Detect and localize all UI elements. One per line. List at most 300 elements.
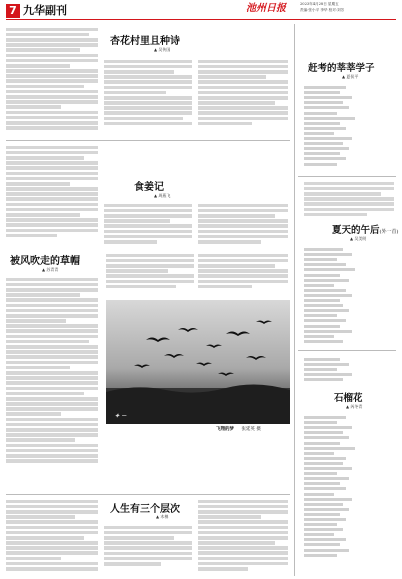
text-line — [198, 259, 288, 263]
text-line — [104, 562, 161, 566]
text-line — [6, 38, 98, 42]
author-name: 芮冬青 — [350, 404, 363, 409]
page-number: 7 — [9, 4, 17, 17]
text-line — [6, 288, 98, 292]
text-line — [6, 59, 98, 63]
text-line — [6, 85, 84, 89]
caption-title: 飞翔的梦 — [216, 427, 234, 432]
text-line — [6, 536, 84, 540]
poem-line — [304, 101, 343, 104]
text-line — [104, 86, 192, 90]
poem-ganka — [298, 26, 398, 176]
author-name: 吴传国 — [158, 47, 171, 52]
text-line — [6, 319, 66, 323]
text-line — [104, 96, 192, 100]
article-author: ▲ 周燕飞 — [154, 193, 171, 198]
text-line — [304, 202, 394, 206]
poem-line — [304, 132, 334, 135]
text-line — [106, 254, 194, 258]
poem-line — [304, 253, 352, 256]
text-line — [6, 361, 98, 365]
text-line — [6, 90, 98, 94]
poem-line — [304, 467, 352, 470]
text-line — [104, 224, 192, 228]
author-name: 苏青青 — [46, 267, 59, 272]
text-line — [6, 146, 98, 150]
poem-line — [304, 431, 343, 434]
divider — [298, 350, 396, 351]
poem-line — [304, 274, 340, 277]
text-line — [104, 557, 192, 561]
text-line — [6, 187, 98, 191]
text-line — [106, 280, 194, 284]
article-body — [198, 58, 288, 127]
text-line — [6, 304, 98, 308]
text-line — [104, 219, 170, 223]
text-line — [6, 54, 98, 58]
poem-body — [304, 246, 364, 345]
poem-line — [304, 363, 349, 366]
text-line — [6, 79, 98, 83]
text-line — [6, 366, 70, 370]
text-line — [6, 402, 98, 406]
text-line — [6, 229, 98, 233]
text-line — [6, 218, 98, 222]
poem-line — [304, 106, 349, 109]
poem-line — [304, 284, 334, 287]
text-line — [104, 101, 192, 105]
text-line — [104, 552, 192, 556]
text-line — [6, 541, 98, 545]
poem-line — [304, 96, 352, 99]
poem-line — [304, 263, 346, 266]
poem-line — [304, 358, 340, 361]
text-line — [6, 69, 98, 73]
page-number-badge — [6, 4, 20, 18]
article-author: ▲ 夏侯平 — [342, 74, 359, 79]
text-line — [198, 500, 288, 504]
poem-line — [304, 157, 346, 160]
text-line — [6, 48, 80, 52]
article-title — [332, 222, 398, 236]
text-line — [6, 172, 98, 176]
text-line — [104, 111, 192, 115]
text-line — [198, 254, 288, 258]
divider — [298, 176, 396, 177]
text-line — [106, 274, 194, 278]
text-line — [6, 28, 98, 32]
text-line — [198, 224, 288, 228]
article-title: 人生有三个层次 — [110, 504, 180, 515]
text-line — [198, 280, 288, 284]
text-line — [198, 551, 288, 555]
article-xinghua — [6, 24, 290, 138]
poem-line — [304, 368, 337, 371]
text-line — [6, 505, 98, 509]
text-line — [198, 204, 288, 208]
text-line — [304, 187, 394, 191]
text-line — [106, 264, 194, 268]
text-line — [6, 166, 98, 170]
text-line — [104, 546, 192, 550]
text-line — [6, 444, 98, 448]
poem-line — [304, 248, 343, 251]
poem-line — [304, 543, 340, 546]
text-line — [6, 314, 98, 318]
poem-shiliu — [298, 352, 398, 576]
article-body — [106, 252, 194, 290]
text-line — [6, 324, 98, 328]
text-line — [106, 269, 168, 273]
poem-line — [304, 452, 334, 455]
text-line — [6, 557, 61, 561]
text-line — [198, 546, 288, 550]
text-line — [6, 192, 98, 196]
text-line — [304, 192, 381, 196]
text-line — [6, 182, 70, 186]
poem-line — [304, 477, 349, 480]
article-author: ▲ 吴美明 — [350, 236, 367, 241]
title-sub: (外一首) — [379, 229, 399, 235]
article-author: ▲ 吴传国 — [154, 47, 171, 52]
header-rule — [6, 19, 396, 20]
poem-line — [304, 147, 349, 150]
caption-credit: 张延英 摄 — [241, 427, 261, 432]
text-line — [198, 101, 275, 105]
poem-line — [304, 335, 334, 338]
info-line: 责编:张小平 李华 校对:刘芳 — [300, 8, 345, 12]
poem-line — [304, 86, 346, 89]
text-line — [104, 541, 192, 545]
text-line — [6, 433, 98, 437]
text-line — [198, 274, 288, 278]
text-line — [104, 106, 192, 110]
text-line — [198, 86, 288, 90]
poem-line — [304, 554, 337, 557]
text-line — [198, 96, 288, 100]
poem-line — [304, 152, 340, 155]
poem-line — [304, 289, 346, 292]
article-author: ▲ 苏青青 — [42, 267, 59, 272]
poem-line — [304, 436, 349, 439]
text-line — [6, 500, 98, 504]
photo-flying-birds — [106, 300, 290, 424]
poem-line — [304, 127, 346, 130]
text-line — [198, 91, 288, 95]
text-line — [6, 397, 98, 401]
masthead-logo: 池州日报 — [246, 3, 286, 14]
text-line — [6, 371, 98, 375]
text-line — [198, 80, 288, 84]
text-line — [104, 60, 192, 64]
text-line — [198, 541, 275, 545]
text-line — [6, 208, 98, 212]
author-name: 夏侯平 — [346, 74, 359, 79]
article-body — [6, 276, 98, 464]
text-line — [198, 240, 261, 244]
text-line — [6, 111, 98, 115]
poem-line — [304, 294, 352, 297]
text-line — [6, 335, 98, 339]
text-line — [304, 208, 394, 212]
text-line — [104, 536, 174, 540]
poem-body — [304, 84, 364, 168]
text-line — [6, 105, 61, 109]
poem-line — [304, 378, 343, 381]
poem-line — [304, 513, 340, 516]
article-shijiang — [6, 142, 290, 246]
text-line — [6, 567, 98, 571]
text-line — [198, 531, 288, 535]
article-body — [6, 498, 98, 572]
text-line — [198, 520, 288, 524]
text-line — [304, 197, 394, 201]
text-line — [6, 161, 98, 165]
text-line — [6, 350, 98, 354]
poem-line — [304, 487, 346, 490]
text-line — [198, 264, 275, 268]
text-line — [198, 505, 288, 509]
article-body — [6, 26, 98, 131]
text-line — [6, 438, 75, 442]
article-body — [198, 252, 288, 290]
text-line — [6, 64, 70, 68]
article-body — [198, 498, 288, 572]
text-line — [6, 283, 98, 287]
poem-line — [304, 533, 334, 536]
article-body — [6, 144, 98, 239]
text-line — [198, 75, 266, 79]
text-line — [6, 412, 61, 416]
text-line — [198, 60, 288, 64]
date-line: 2023年4月28日 星期五 — [300, 2, 339, 6]
poem-line — [304, 91, 340, 94]
text-line — [104, 526, 192, 530]
poem-line — [304, 421, 337, 424]
text-line — [104, 65, 192, 69]
text-line — [6, 116, 98, 120]
text-line — [104, 117, 183, 121]
text-line — [6, 345, 98, 349]
text-line — [6, 407, 98, 411]
text-line — [104, 75, 192, 79]
text-line — [6, 392, 84, 396]
text-line — [6, 546, 98, 550]
divider — [6, 494, 290, 495]
text-line — [198, 567, 248, 571]
poem-xiatian — [298, 178, 398, 348]
text-line — [6, 355, 98, 359]
text-line — [104, 204, 192, 208]
poem-line — [304, 508, 349, 511]
text-line — [6, 418, 98, 422]
text-line — [6, 459, 98, 463]
text-line — [6, 95, 98, 99]
article-body — [104, 524, 192, 567]
poem-line — [304, 549, 349, 552]
poem-line — [304, 518, 346, 521]
text-line — [6, 329, 98, 333]
text-line — [6, 428, 98, 432]
poem-line — [304, 538, 346, 541]
text-line — [198, 70, 288, 74]
article-title: 石榴花 — [334, 393, 363, 404]
poem-body — [304, 414, 364, 559]
article-body — [304, 180, 394, 218]
text-line — [6, 121, 98, 125]
text-line — [6, 526, 98, 530]
poem-line — [304, 442, 340, 445]
text-line — [104, 70, 174, 74]
article-body — [104, 58, 192, 127]
text-line — [6, 293, 80, 297]
text-line — [106, 259, 194, 263]
text-line — [104, 80, 192, 84]
text-line — [104, 214, 192, 218]
text-line — [6, 213, 80, 217]
text-line — [6, 454, 98, 458]
svg-text:✦ ─: ✦ ─ — [114, 412, 127, 420]
photo-caption — [216, 426, 261, 432]
poem-line — [304, 493, 334, 496]
article-body — [198, 202, 288, 245]
text-line — [6, 126, 98, 130]
text-line — [104, 240, 157, 244]
poem-line — [304, 330, 352, 333]
text-line — [6, 531, 98, 535]
poem-line — [304, 472, 337, 475]
text-line — [106, 285, 176, 289]
text-line — [198, 235, 288, 239]
poem-line — [304, 279, 349, 282]
article-author: ▲ 芮冬青 — [346, 404, 363, 409]
text-line — [198, 557, 288, 561]
poem-line — [304, 304, 343, 307]
text-line — [6, 340, 89, 344]
text-line — [6, 203, 98, 207]
text-line — [6, 520, 98, 524]
text-line — [198, 65, 288, 69]
poem-line — [304, 117, 355, 120]
author-name: 周燕飞 — [158, 193, 171, 198]
text-line — [198, 214, 275, 218]
text-line — [6, 562, 98, 566]
text-line — [198, 536, 288, 540]
text-line — [104, 209, 192, 213]
text-line — [6, 381, 98, 385]
text-line — [198, 209, 288, 213]
text-line — [6, 387, 98, 391]
poem-line — [304, 142, 343, 145]
text-line — [6, 151, 98, 155]
text-line — [304, 182, 394, 186]
text-line — [104, 91, 166, 95]
text-line — [198, 111, 288, 115]
text-line — [104, 531, 192, 535]
text-line — [6, 43, 98, 47]
text-line — [6, 234, 57, 238]
text-line — [6, 177, 98, 181]
text-line — [6, 551, 98, 555]
text-line — [6, 376, 98, 380]
poem-line — [304, 462, 343, 465]
article-title: 食姜记 — [134, 182, 164, 193]
poem-line — [304, 498, 352, 501]
author-name: 吴美明 — [354, 236, 367, 241]
text-line — [6, 510, 98, 514]
text-line — [198, 122, 252, 126]
column-divider — [294, 24, 295, 576]
title-main: 夏天的午后 — [332, 225, 380, 236]
poem-line — [304, 416, 346, 419]
poem-line — [304, 163, 337, 166]
article-title: 赶考的莘莘学子 — [308, 63, 375, 74]
text-line — [6, 278, 98, 282]
poem-line — [304, 426, 352, 429]
text-line — [104, 230, 192, 234]
poem-line — [304, 457, 346, 460]
poem-line — [304, 309, 349, 312]
author-name: 木棉 — [160, 514, 169, 519]
text-line — [198, 285, 252, 289]
article-body — [104, 202, 192, 245]
photo-block — [106, 300, 290, 436]
section-name: 九华副刊 — [23, 4, 67, 17]
poem-line — [304, 299, 340, 302]
text-line — [6, 33, 89, 37]
text-line — [198, 230, 288, 234]
text-line — [198, 117, 288, 121]
poem-line — [304, 258, 337, 261]
poem-line — [304, 137, 352, 140]
text-line — [304, 213, 367, 217]
page-header — [0, 0, 402, 22]
text-line — [198, 510, 288, 514]
article-title: 被风吹走的草帽 — [10, 256, 80, 267]
article-title: 杏花村里且种诗 — [110, 36, 180, 47]
divider — [6, 140, 290, 141]
poem-line — [304, 482, 340, 485]
poem-line — [304, 314, 337, 317]
text-line — [198, 562, 288, 566]
poem-line — [304, 503, 343, 506]
article-rensheng — [6, 496, 290, 576]
poem-line — [304, 112, 337, 115]
poem-body — [304, 356, 364, 384]
text-line — [198, 269, 288, 273]
text-line — [6, 298, 98, 302]
poem-line — [304, 340, 343, 343]
text-line — [6, 197, 98, 201]
poem-line — [304, 122, 340, 125]
text-line — [198, 106, 288, 110]
text-line — [6, 309, 98, 313]
poem-line — [304, 523, 337, 526]
text-line — [198, 219, 288, 223]
text-line — [6, 223, 98, 227]
text-line — [198, 526, 288, 530]
poem-line — [304, 319, 346, 322]
text-line — [198, 515, 261, 519]
article-author: ▲ 木棉 — [156, 514, 169, 519]
poem-line — [304, 325, 340, 328]
text-line — [104, 235, 192, 239]
text-line — [6, 449, 98, 453]
text-line — [6, 74, 98, 78]
poem-line — [304, 373, 352, 376]
poem-line — [304, 447, 355, 450]
text-line — [6, 423, 98, 427]
